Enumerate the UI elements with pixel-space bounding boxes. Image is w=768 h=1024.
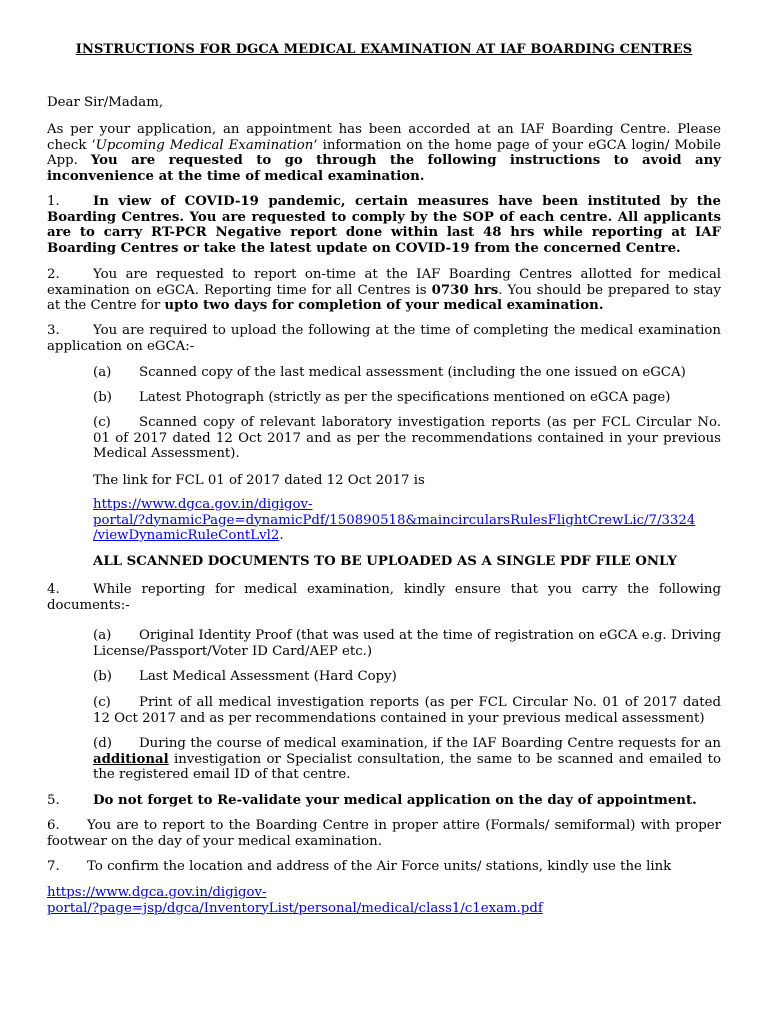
item-6-text: You are to report to the Boarding Centre in proper attire (Formals/ semiformal) with proper footwear on the day of your medical examination. bbox=[47, 818, 721, 849]
item-number: 5. bbox=[47, 793, 60, 808]
item-4a-text: Original Identity Proof (that was used at the time of registration on eGCA e.g. Driving License/Passport/Voter ID Card/AEP etc.) bbox=[93, 628, 721, 659]
sub-label: (a) bbox=[93, 628, 112, 643]
intro-paragraph bbox=[47, 122, 721, 184]
item-3 bbox=[47, 323, 721, 354]
item-3c-text: Scanned copy of relevant laboratory investigation reports (as per FCL Circular No. 01 of 2017 dated 12 Oct 2017 and as per the recommendations contained in your previous Medical Assessment). bbox=[93, 415, 721, 461]
sub-label: (d) bbox=[93, 736, 112, 751]
link-period: . bbox=[279, 528, 284, 543]
item-3a bbox=[93, 365, 721, 381]
item-number: 6. bbox=[47, 818, 60, 833]
item-4b-text: Last Medical Assessment (Hard Copy) bbox=[139, 669, 397, 684]
item-3a-text: Scanned copy of the last medical assessment (including the one issued on eGCA) bbox=[139, 365, 686, 380]
link-intro: The link for FCL 01 of 2017 dated 12 Oct 2017 is bbox=[93, 473, 425, 488]
item-number: 2. bbox=[47, 267, 60, 282]
item-3-text: You are required to upload the following at the time of completing the medical examination application on eGCA:- bbox=[47, 323, 721, 354]
item-4a bbox=[93, 628, 721, 659]
item-6 bbox=[47, 818, 721, 849]
sub-label: (b) bbox=[93, 669, 112, 684]
sub-label: (c) bbox=[93, 695, 111, 710]
item-3b bbox=[93, 390, 721, 406]
location-address-link[interactable]: https://www.dgca.gov.in/digigov- portal/?page=jsp/dgca/InventoryList/personal/medical/class1/c1exam.pdf bbox=[47, 885, 543, 916]
item-number: 3. bbox=[47, 323, 60, 338]
item-5 bbox=[47, 793, 721, 809]
item-4d-text-2: investigation or Specialist consultation, the same to be scanned and emailed to the registered email ID of that centre. bbox=[93, 751, 721, 782]
item-1-text: In view of COVID-19 pandemic, certain measures have been instituted by the Boarding Centres. You are requested to comply by the SOP of each centre. All applicants are to carry RT-PCR Negative report done within last 48 hrs while reporting at IAF Boarding Centres or take the latest update on COVID-19 from the concerned Centre. bbox=[47, 194, 721, 256]
item-4c bbox=[93, 695, 721, 726]
upload-notice-text: ALL SCANNED DOCUMENTS TO BE UPLOADED AS A SINGLE PDF FILE ONLY bbox=[93, 554, 677, 569]
item-2-bold: upto two days for completion of your medical examination. bbox=[164, 298, 604, 313]
item-number: 4. bbox=[47, 582, 60, 597]
item-7 bbox=[47, 859, 721, 875]
item-2-text: You are requested to report on-time at the IAF Boarding Centres allotted for medical examination on eGCA. Reporting time for all Centres is bbox=[47, 267, 721, 298]
item-3b-text: Latest Photograph (strictly as per the specifications mentioned on eGCA page) bbox=[139, 390, 671, 405]
item-4b bbox=[93, 669, 721, 685]
item-5-text: Do not forget to Re-validate your medical application on the day of appointment. bbox=[93, 793, 697, 808]
item-3c bbox=[93, 415, 721, 462]
item-7-text: To confirm the location and address of the Air Force units/ stations, kindly use the link bbox=[87, 859, 672, 874]
sub-label: (a) bbox=[93, 365, 112, 380]
intro-text-2: ’ information on the home page of your eGCA login/ Mobile App. bbox=[47, 137, 721, 168]
sub-label: (c) bbox=[93, 415, 111, 430]
item-4d bbox=[93, 736, 721, 783]
item-number: 7. bbox=[47, 859, 60, 874]
intro-text: As per your application, an appointment has been accorded at an IAF Boarding Centre. Please check ‘ bbox=[47, 122, 721, 153]
location-link-block bbox=[47, 885, 721, 916]
upload-notice bbox=[93, 554, 721, 570]
reporting-time: 0730 hrs bbox=[431, 282, 499, 298]
item-1 bbox=[47, 194, 721, 256]
item-4c-text: Print of all medical investigation reports (as per FCL Circular No. 01 of 2017 dated 12 Oct 2017 and as per recommendations contained in your previous medical assessment) bbox=[93, 695, 721, 726]
additional-emphasis: additional bbox=[93, 751, 169, 767]
intro-bold: You are requested to go through the following instructions to avoid any inconvenience at the time of medical examination. bbox=[47, 153, 721, 184]
fcl-circular-link[interactable]: https://www.dgca.gov.in/digigov- portal/?dynamicPage=dynamicPdf/150890518&maincircularsRulesFlightCrewLic/7/3324 /viewDynamicRuleContLvl2 bbox=[93, 497, 696, 543]
fcl-link-block bbox=[93, 497, 721, 544]
sub-label: (b) bbox=[93, 390, 112, 405]
item-2-text-2: . You should be prepared to stay at the Centre for bbox=[47, 282, 721, 313]
salutation: Dear Sir/Madam, bbox=[47, 95, 164, 110]
item-4 bbox=[47, 582, 721, 613]
intro-italic: Upcoming Medical Examination bbox=[95, 137, 314, 153]
item-2 bbox=[47, 267, 721, 314]
item-4-text: While reporting for medical examination, kindly ensure that you carry the following documents:- bbox=[47, 582, 721, 613]
document-title: INSTRUCTIONS FOR DGCA MEDICAL EXAMINATION AT IAF BOARDING CENTRES bbox=[75, 42, 693, 57]
item-number: 1. bbox=[47, 194, 60, 209]
item-4d-text: During the course of medical examination, if the IAF Boarding Centre requests for an bbox=[139, 736, 721, 751]
